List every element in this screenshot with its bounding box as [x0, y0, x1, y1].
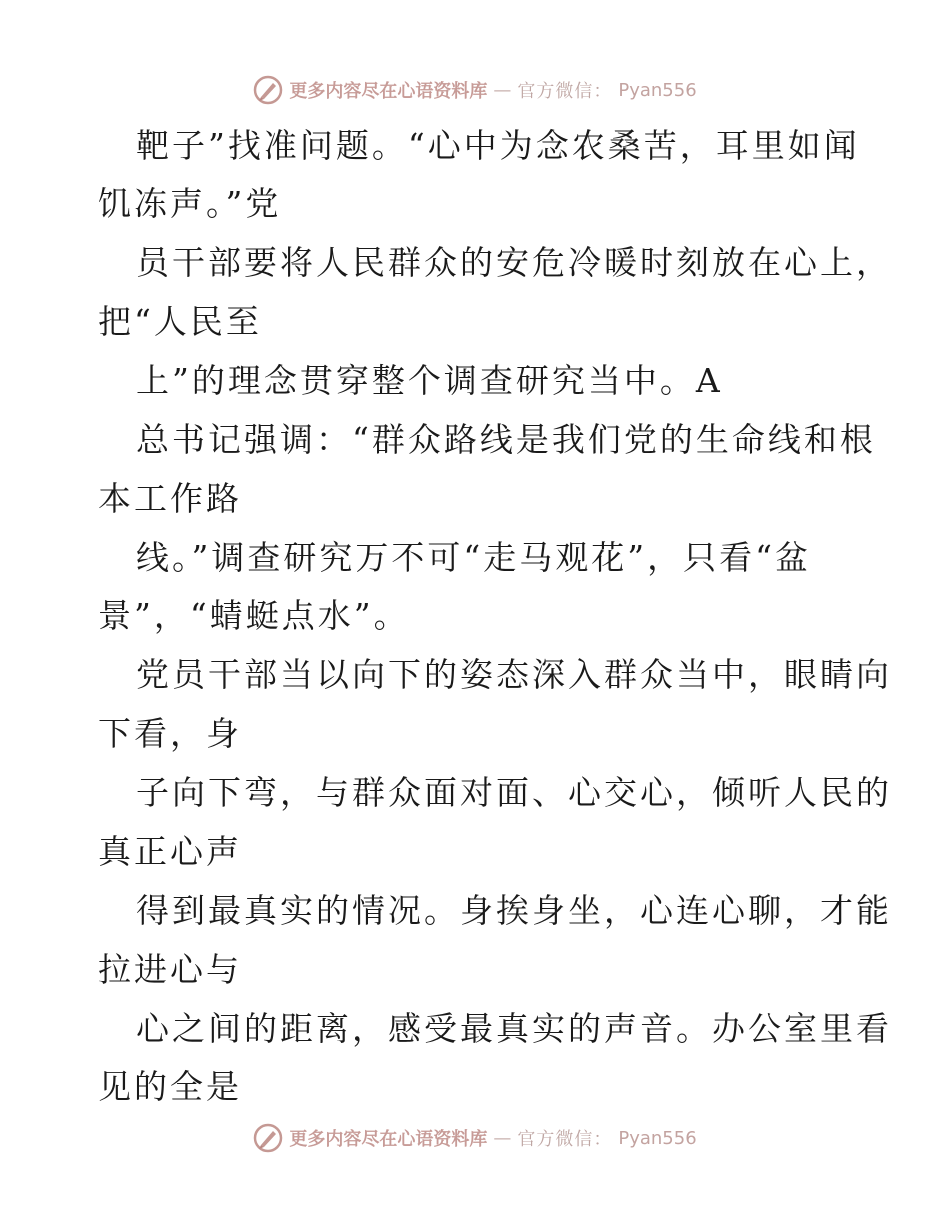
text-line: 线。”调查研究万不可“走马观花”，只看“盆 — [136, 538, 811, 577]
text-line: 心之间的距离，感受最真实的声音。办公室里看 — [136, 1009, 892, 1048]
pen-logo-icon — [253, 75, 283, 105]
watermark-footer — [0, 1118, 950, 1158]
watermark-header — [0, 70, 950, 110]
text-line: 子向下弯，与群众面对面、心交心，倾听人民的 — [136, 773, 892, 812]
text-line: 真正心声 — [98, 832, 242, 871]
text-line: 党员干部当以向下的姿态深入群众当中，眼睛向 — [136, 655, 892, 694]
watermark-dash: — — [493, 1127, 512, 1149]
text-line: 景”，“蜻蜓点水”。 — [98, 596, 410, 635]
text-line: 员干部要将人民群众的安危冷暖时刻放在心上， — [136, 243, 892, 282]
watermark-dash: — — [493, 79, 512, 101]
text-line: 拉进心与 — [98, 950, 242, 989]
watermark-brand: 更多内容尽在心语资料库 — [289, 81, 488, 102]
text-line: 本工作路 — [98, 479, 242, 518]
text-line: 得到最真实的情况。身挨身坐，心连心聊，才能 — [136, 891, 892, 930]
watermark-label: 官方微信： — [517, 81, 613, 102]
text-line: 饥冻声。”党 — [98, 184, 282, 223]
text-line: 上”的理念贯穿整个调查研究当中。A — [136, 361, 723, 400]
watermark-id: Pyan556 — [618, 1127, 697, 1149]
watermark-brand: 更多内容尽在心语资料库 — [289, 1129, 488, 1150]
text-line: 下看，身 — [98, 714, 242, 753]
text-line: 把“人民至 — [98, 302, 262, 341]
watermark-id: Pyan556 — [618, 79, 697, 101]
text-line: 靶子”找准问题。“心中为念农桑苦，耳里如闻 — [136, 126, 860, 165]
text-line: 总书记强调：“群众路线是我们党的生命线和根 — [136, 420, 876, 459]
text-line: 见的全是 — [98, 1067, 242, 1106]
pen-logo-icon — [253, 1123, 283, 1153]
watermark-label: 官方微信： — [517, 1129, 613, 1150]
